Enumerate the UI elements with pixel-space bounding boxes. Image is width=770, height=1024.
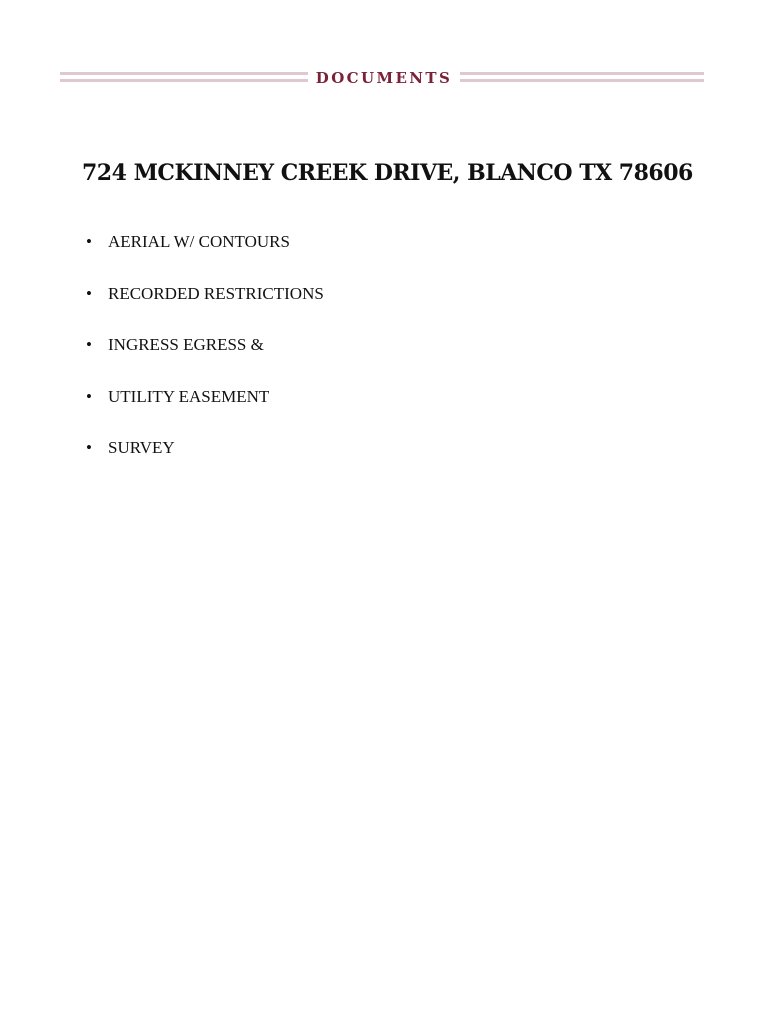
- documents-header: [60, 67, 704, 89]
- header-rule-left: [60, 72, 308, 83]
- bullet-icon: •: [86, 283, 92, 303]
- bullet-icon: •: [86, 335, 92, 354]
- document-label: INGRESS EGRESS &: [108, 335, 264, 354]
- document-label: RECORDED RESTRICTIONS: [108, 283, 324, 303]
- list-item: [86, 437, 324, 489]
- bullet-icon: •: [86, 386, 92, 406]
- document-label: AERIAL W/ CONTOURS: [108, 232, 290, 251]
- list-item: [86, 334, 324, 386]
- bullet-icon: •: [86, 232, 92, 251]
- header-rule-right: [460, 72, 704, 83]
- header-rule-line: [460, 72, 704, 75]
- list-item: [86, 386, 324, 438]
- bullet-icon: •: [86, 438, 92, 457]
- document-list: [86, 231, 324, 489]
- document-label: UTILITY EASEMENT: [108, 386, 270, 406]
- list-item: [86, 283, 324, 335]
- header-rule-line: [460, 79, 704, 82]
- header-rule-line: [60, 79, 308, 82]
- list-item: [86, 231, 324, 283]
- property-address: 724 MCKINNEY CREEK DRIVE, BLANCO TX 78606: [82, 160, 693, 186]
- document-label: SURVEY: [108, 438, 175, 457]
- section-title: DOCUMENTS: [315, 69, 453, 87]
- header-rule-line: [60, 72, 308, 75]
